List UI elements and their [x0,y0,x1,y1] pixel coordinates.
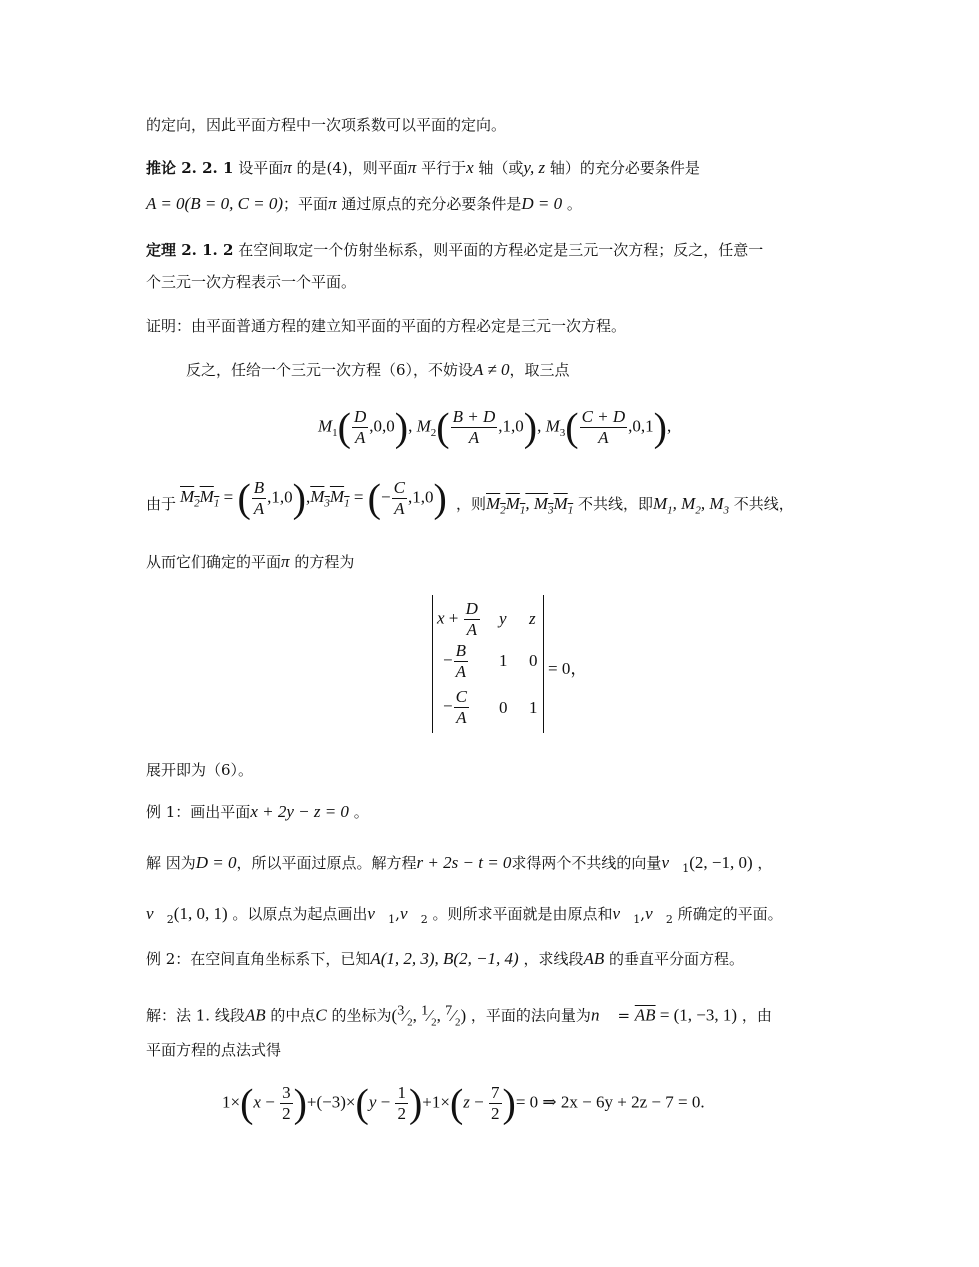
vectors-line-cont: ，则$M_2M_1$, $M_3M_1$ 不共线，即$M_1$, $M_2$, $M_3$ 不共线， [456,494,794,517]
corollary-line-2: A = 0(B = 0, C = 0)；平面π 通过原点的充分必要条件是D = 0 。 [146,194,582,213]
solution-1-line: 解 因为D = 0，所以平面过原点。解方程r + 2s − t = 0求得两个不共线的向量$v⃗_1(2$, −1, 0) ， [146,853,773,875]
solution-2-line-2: 平面方程的点法式得 [146,1041,282,1059]
thus-line: 从而它们确定的平面π 的方程为 [146,552,355,571]
theorem-line-2: 个三元一次方程表示一个平面。 [146,273,357,291]
point-normal-equation: 1×(x − $\frac{3}{2}$ )+(−3)×(y − $\frac{1}{2}$ )+1×(z − $\frac{7}{2}$ )= 0 ⇒ 2x − 6y + 2z − 7 = 0. [222,1080,705,1126]
converse-line: 反之，任给一个三元一次方程（6），不妨设A ≠ 0，取三点 [186,360,570,379]
proof-line: 证明：由平面普通方程的建立知平面的平面的方程必定是三元一次方程。 [146,317,627,335]
vector-equation: $M_2M_1$ = ( $\frac{B}{A}$ $,1,0),M_3M_1$ = (− $\frac{C}{A}$ ,1,0) [180,475,447,521]
example-1-line: 例 1：画出平面x + 2y − z = 0 。 [146,802,369,821]
vectors-line: 由于 [146,495,177,513]
expand-line: 展开即为（6）。 [146,761,254,779]
theorem-title: 定理 2. 1. 2 [146,241,234,259]
determinant-equals: = 0， [548,659,588,678]
example-2-line: 例 2：在空间直角坐标系下，已知A(1, 2, 3), B(2, −1, 4) ，求线段AB 的垂直平分面方程。 [146,949,745,968]
solution-1-line-2: $v⃗_2(1$, 0, 1) 。以原点为起点画出$v⃗_1,v⃗_2$ 。则所求平面就是由原点和$v⃗_1,v⃗_2$ 所确定的平面。 [146,904,783,926]
solution-2-line: 解：法 1. 线段AB 的中点C 的坐标为($^3⁄_2$, $^1⁄_2$, $^7⁄_2$) ，平面的法向量为n⃗ = $\overline{AB} = (1$, −3, 1) ，由 [146,1002,772,1029]
text-line: 的定向，因此平面方程中一次项系数可以平面的定向。 [146,116,507,134]
corollary-title: 推论 2. 2. 1 [146,159,234,177]
determinant: x + $\frac{D}{A}$ y z − $\frac{B}{A}$ 1 0 − $\frac{C}{A}$ 0 1 [432,595,544,733]
theorem-line: 定理 2. 1. 2 在空间取定一个仿射坐标系，则平面的方程必定是三元一次方程；反之，任意一 [146,241,764,259]
three-points-equation: $M_1$( $\frac{D}{A}$ ,0,0), $M_2$( $\frac{B + D}{A}$ ,1,0), $M_3$( $\frac{C + D}{A}$ ,0,1), [318,404,672,450]
corollary-line: 推论 2. 2. 1 设平面π 的是(4)，则平面π 平行于x 轴（或y, z 轴）的充分必要条件是 [146,158,700,177]
